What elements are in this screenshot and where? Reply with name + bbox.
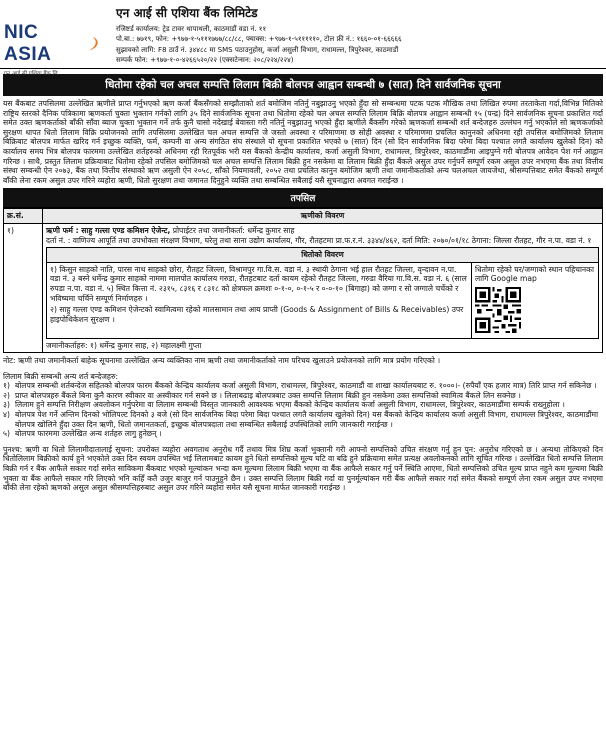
collateral-heading: धितोको विवरण: [47, 248, 599, 263]
col-header-details: ऋणीको विवरण: [43, 209, 603, 224]
condition-item: [3, 391, 603, 401]
table-row: [4, 223, 603, 352]
logo-text: NIC ASIA: [4, 22, 52, 65]
condition-number: ४): [3, 410, 10, 420]
condition-item: [3, 429, 603, 439]
postscript-paragraph: पुनश्च: ऋणी वा धितो लिलामीदातालाई सूचना: उपरोक्त व्यहोरा अवगताथ अनुरोध गर्दै तथाव मित्र शिघ्र कर्जा भुक्तानी गरी आफ्नो सम्पत्तिको उचित संरक्षण गर्नु हुन पुन: अनुरोध गरिएको छ । अन्यथा तोकिएको दिन धितोलिलाम बिक्रीको कार्य हुने भएकोले उक्त दिन स्वयम उपस्थित भई लिलामबाट कायम हुने धितो सम्पत्तिको मूल्य घटि वा बढि हुने प्रक्रियामा समेत प्रत्यक्ष अवलोकनको लागि सूचित गरिन्छ । उल्लेखित धितो सम्पत्ति लिलाम बिक्री गर्न र बैंक आफैले सकार गर्दा समेत साविकमा बैंकबाट भएको मूल्यांकन भन्दा कम मूल्यमा लिलाम बिक्री भएमा वा बैंक आफैले सकार गर्नु पर्ने स्थिति आएमा, धितो सम्पत्तिको उचित मूल्य प्राप्त नहुने कम मूल्यमा बिक्री भुक्ता वा बैंक आफैले सकार गरि लिएको भनि कहिँ कतै उजुर बाजुर गर्न पाउनुहुने छैन । उक्त सम्पत्ति लिलाम बिक्री गर्दा वा पुनर्मूल्यांकन गरी बैंक आफैले सकार गर्दा समेत बैंकको सम्पूर्ण लेना रकम असुल उपर नभएमा बाँकी लेना रहेको ऋणको असुल असुल श्रीसम्पत्तिहरुबाट असुल उपर गरिने व्यहोरा समेत यसै सूचना मार्फत जानकारी गराईन्छ ।: [3, 444, 603, 493]
condition-number: ५): [3, 429, 10, 439]
condition-number: १): [3, 381, 10, 391]
borrower-firm: ऋणी फर्म : साहु गल्ला एण्ड कमिशन ऐजेन्ट,: [46, 225, 171, 235]
notice-title: धितोमा रहेको चल अचल सम्पत्ति लिलाम बिक्री बोलपत्र आह्वान सम्बन्धी ७ (सात) दिने सार्वजनिक सूचना: [3, 74, 603, 96]
letterhead: [0, 0, 606, 77]
tapsil-heading-wrap: [3, 188, 603, 208]
conditions-block: [3, 372, 603, 439]
bank-contact-line: सम्पर्क फोन: +९७७-१-०-४२६६५२०/२२ (एक्सटेन्सन: २०८/२२४/२२४): [116, 56, 294, 65]
condition-item: [3, 400, 603, 410]
borrower-line: [46, 226, 599, 236]
condition-text: बोलपत्र फारममा उल्लेखित अन्य शर्तहरु लागु हुनेछन् ।: [15, 429, 162, 439]
borrower-proprietor: प्रोपाईटर तथा जमानीकर्ता: धर्मेन्द्र कुमार साह: [170, 225, 295, 235]
borrower-details-cell: [43, 223, 603, 352]
bank-contact-line: पो.बा.: ७७१९, फोन: +९७७-१-५१११७७७/८८/८८, फ्याक्स: +९७७-१-५१११११०, टोल फ्री नं.: १६६०-०१-६६६६६: [116, 35, 402, 44]
condition-text: लिलाम हुने सम्पत्ति निरीक्षण अवलोकन गर्नुपरेमा वा लिलाम सम्बन्धी विस्तृत जानकारी आवश्यक भएमा बैंकको केन्द्रिय कार्यालय कर्जा असुली विभाग, राधामल्ल, त्रिपुरेश्वर, काठमाडौंमा सम्पर्क राख्नुहोला ।: [15, 400, 565, 410]
conditions-heading: लिलाम बिक्री सम्बन्धी अन्य शर्त बन्देजहरु:: [3, 371, 119, 381]
note-paragraph: नोट: ऋणी तथा जमानीकर्ता बाहेक सूचनामा उल्लेखित अन्य व्यक्तिका नाम ऋणी तथा जमानीकर्ताको नाम परिचय खुलाउने प्रयोजनको लागि मात्र प्रयोग गरिएको ।: [3, 356, 441, 366]
condition-item: [3, 381, 603, 391]
condition-item: [3, 410, 603, 429]
logo-subtitle: एन आई सी एशिया बैंक लि.: [4, 71, 60, 77]
condition-number: २): [3, 390, 10, 400]
condition-text: बोलपत्र पेश गर्ने अन्तिम दिनको भोलिपल्ट दिनको ३ बजे (सो दिन सार्वजनिक बिदा परेमा बिदा पश्चात लगतै कार्यालय खुलेको दिन) यस बैंकको केन्द्रिय कार्यालय कर्जा असुली विभाग, राधामल्ल त्रिपुरेश्वर, काठमाडौंमा बोलपत्र खोलिने हुँदा उक्त दिन ऋणी, धितो जमानतकर्ता, इच्छुक बोलपत्रदाता तथा सम्बन्धित सबैलाई उपस्थितिको लागि जानकारी गराईन्छ ।: [15, 410, 599, 429]
collateral-item: १) किसुन साहको नाति, पारस नाथ साहको छोरा, रौतहट जिल्ला, विश्रामपुर गा.वि.स. वडा नं. ३ स्थायी ठेगाना भई हाल रौतहट जिल्ला, वृन्दावन न.पा. वडा नं. ३ बस्ने धर्मेन्द्र कुमार साहको नाममा मालपोत कार्यालय गरुडा, रौतहटबाट दर्ता कायम रहेको रौतहट जिल्ला, गरुडा वैरिया गा.वि.स. वडा नं. ६ (साल रुपडा न.पा. वडा नं. ५) स्थित कित्ता नं. २३१५, ८३१६ र ८३१८ को क्षेत्रफल क्रमशः ०-१-०, ०-१-५ र ०-०-१० (बिगाहा) को जग्गा र सो जग्गाले चर्चेको र भविष्यमा चर्चिने सम्पूर्ण निर्माणहरु ।: [50, 264, 467, 303]
collateral-row: [47, 262, 599, 338]
map-label: धितोमा रहेको घर/जग्गाको स्थान पहिचानका लागि Google map: [475, 264, 594, 284]
collateral-header-row: [47, 248, 599, 263]
collateral-items-cell: [47, 262, 472, 338]
condition-text: प्राप्त बोलपत्रहरु बैंकले बिना कुनै कारण स्वीकार वा अस्वीकार गर्न सक्ने छ । लिलाबढाइ बोलपत्रबाट उक्त सम्पत्ति लिलाम बिक्री हुन नसकेमा उक्त सम्पत्तिको स्वामित्व बैंकले लिन सक्नेछ ।: [15, 390, 521, 400]
collateral-table: [46, 247, 599, 338]
bank-logo: [0, 0, 100, 77]
row-sn: १): [4, 223, 43, 352]
bank-name: एन आई सी एशिया बैंक लिमिटेड: [116, 6, 258, 20]
condition-number: ३): [3, 400, 10, 410]
notice-intro-paragraph: यस बैंकबाट तपसिलमा उल्लेखित ऋणीले प्राप्त गर्नुभएको ऋण कर्जा बैंकसँगको सम्झौताको शर्त बमोजिम नतिर्नु नबुझाउनु भएको हुँदा सो सम्बन्धमा पटक पटक मौखिक तथा लिखित रुपमा तरताकेता गर्दा,विभिन्न मितिको राष्ट्रिय स्तरको दैनिक पत्रिकामा ऋणकर्ता चुक्ता भुक्तान गर्नको लागि ३५ दिने सार्वजनिक सूचना तथा धितोमा रहेको चल अचल सम्पत्ति लिलाम बिक्रि बोलपत्र आह्वान सम्बन्धी १५ (पन्द्र) दिने सार्वजनिक सूचना प्रकाशित गर्दा समेत उक्त ऋणकर्ताको बाँकी साँवा ब्याज चुक्ता भुक्तान गर्ने तर्फ कुनै चासो नदेखाई बेवास्ता गरी नतिर्नु नबुझाउनु भएको हुँदा ऋणीले बैंकसँग गरेको ऋणकर्जा सम्बन्धी शर्त बन्देजहरु उल्लंघन गर्नु भएकोले सो ऋणकर्जाको सुरक्षण धापत धितो लिलाम विक्रि प्रयोजनको लागि तपसिलमा उल्लेखित चल अचल सम्पत्ति जे जस्तो अवस्था र परिमाणमा छ सोही अवस्था र परिमाणमा प्रचलित कानुनको अधिनमा रही तपसिल बमोजिमको लिलाम बिक्रिबाट बोलपत्र मार्फत खरिद गर्न इच्छुक व्यक्ति, फर्म, कम्पनी वा अन्य संगठित संघ संस्थाले यो सूचना प्रकाशित भएको ७ (सात) दिन (सो दिन सार्वजनिक बिदा परेमा बिदा पश्चात लगतै कार्यालय खुलेको दिन) को कार्यालय समय भित्र बोलपत्र फारममा उल्लेखित शर्तहरुको अधिनमा रही रितपूर्वक भरी यस बैंकको केन्द्रीय कार्यालय, कर्जा असुली विभाग, राधामल्ल, त्रिपुरेश्वर, काठमाडौंमा आइपुग्ने गरी बोलपत्र आवेदन पेश गर्न आह्वान गरिन्छ । साथै, प्रस्तुत लिलाम प्रक्रियाबाट धितोमा रहेको तपसिल बमोजिमको चल अचल सम्पत्ति लिलाम बिक्री हुन नसकेमा वा लिलाम बिक्री हुँदा बैंकले असुल उपर गर्नुपर्ने सम्पूर्ण रकम असुल उपर नभएमा बैंक तथा वित्तीय संस्था सम्बन्धी ऐन २०७३, बैंक तथा वित्तीय संस्थाको ऋण असुली ऐन २०५८, साँको नियमावली, २०५२ तथा प्रचलित कानुन बमोजिम ऋणी तथा जमानीकर्ताको अन्य चलअचल जायजेथा, श्रीसम्पत्तिबाट समेत बैंकको सम्पूर्ण बाँकी लेना रकम असुल उपर गरिने व्यहोरा ऋणी, धितो सुरक्षण तथा जमानत दिनुहुने व्यक्ति तथा सम्बन्धित सबैलाई यसै सूचनाद्वारा अवगत गराईन्छ ।: [3, 99, 603, 185]
bank-contact-line: सुझावको लागि: F8 ठाउँ नं. ३४४८८ मा SMS पठाउनुहोस्, कर्जा असुली विभाग, राधामल्ल, त्रिपुरेश्वर, काठमाडौं: [116, 45, 399, 54]
bank-contact-block: [100, 0, 606, 68]
bank-address: रजिष्टर्ड कार्यालय: ट्रेड टावर थापाथली, काठमाडौं वडा नं. ११: [116, 25, 267, 33]
tapsil-heading: तपसिल: [3, 188, 603, 207]
condition-text: बोलपत्र सम्बन्धी शर्तबन्देज सहितको बोलपत्र फारम बैंकको केन्द्रिय कार्यालय कर्जा असुली विभाग, राधामल्ल, त्रिपुरेश्वर, काठमाडौं वा शाखा कार्यालयबाट रु. १०००।- (रुपैयाँ एक हजार मात्र) तिरि प्राप्त गर्न सकिनेछ ।: [15, 381, 597, 391]
table-header-row: [4, 209, 603, 224]
guarantors-line: जमानीकर्ताहरु: १) धर्मेन्द्र कुमार साह, २) महालक्ष्मी गुप्ता: [46, 340, 202, 350]
collateral-item: २) साहु गल्ला एण्ड कमिशन ऐजेन्टको स्वामित्वमा रहेको मालसामान तथा आय प्राप्ती (Goods & Assignment of Bills & Receivables) उपर हाइपोथिकेशन सुरक्षण ।: [50, 305, 464, 324]
borrower-registration: दर्ता नं. : वाणिज्य आपूर्ति तथा उपभोक्ता संरक्षण विभाग, घरेलु तथा साना उद्योग कार्यालय, गौर, रौतहटमा प्रा.फ.र.नं. ३३४४/४६२, दर्ता मिति: २०७०/०१/१८ ठेगाना: जिल्ला रौतहट, गौर न.पा. वडा नं. १: [46, 235, 592, 245]
col-header-sn: क्र.सं.: [4, 209, 43, 224]
map-cell: [472, 262, 599, 338]
logo-swoosh-icon: [87, 35, 100, 53]
qr-code-icon[interactable]: [475, 287, 521, 333]
borrower-table: [3, 208, 603, 353]
